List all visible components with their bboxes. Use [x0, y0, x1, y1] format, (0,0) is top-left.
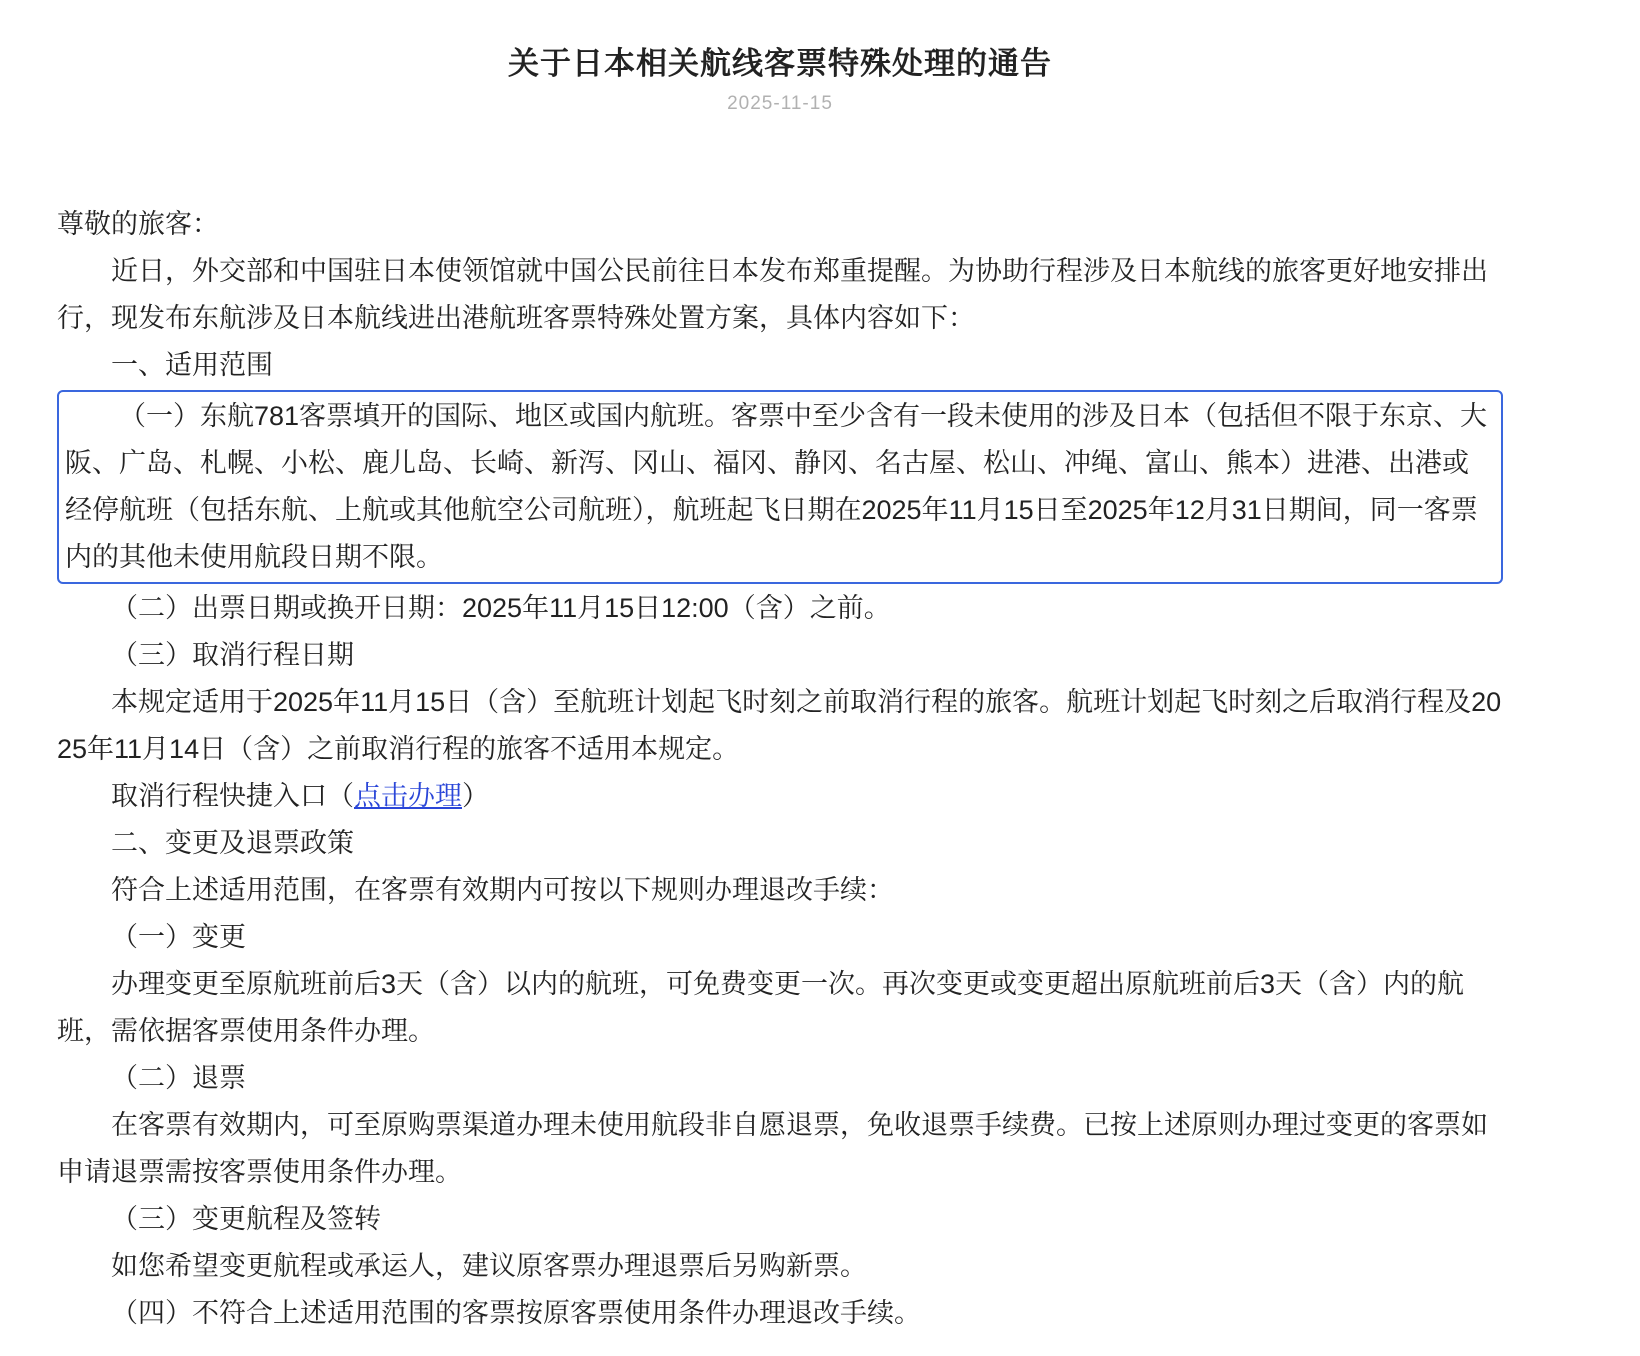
change-heading: （一）变更	[111, 922, 246, 952]
section1-heading: 一、适用范围	[111, 350, 273, 380]
scope-item-2: （二）出票日期或换开日期：2025年11月15日12:00（含）之前。	[111, 593, 891, 623]
notice-document	[57, 0, 1503, 1337]
section2-intro: 符合上述适用范围，在客票有效期内可按以下规则办理退改手续：	[111, 875, 894, 905]
section2-heading: 二、变更及退票政策	[111, 828, 354, 858]
refund-heading: （二）退票	[111, 1063, 246, 1093]
cancel-shortcut-link[interactable]: 点击办理	[354, 781, 462, 811]
scope-item-3-heading: （三）取消行程日期	[111, 640, 354, 670]
reroute-body: 如您希望变更航程或承运人，建议原客票办理退票后另购新票。	[111, 1251, 867, 1281]
reroute-heading: （三）变更航程及签转	[111, 1204, 381, 1234]
notice-body	[57, 201, 1503, 1337]
scope-item-3-body: 本规定适用于2025年11月15日（含）至航班计划起飞时刻之前取消行程的旅客。航班计划起飞时刻之后取消行程及2025年11月14日（含）之前取消行程的旅客不适用本规定。	[57, 687, 1502, 764]
cancel-shortcut-prefix: 取消行程快捷入口（	[111, 781, 354, 811]
highlighted-scope-box	[57, 390, 1503, 584]
change-body: 办理变更至原航班前后3天（含）以内的航班，可免费变更一次。再次变更或变更超出原航班前后3天（含）内的航班，需依据客票使用条件办理。	[57, 969, 1465, 1046]
publish-date: 2025-11-15	[727, 93, 833, 114]
cancel-shortcut-line	[57, 773, 1503, 820]
scope-item-4: （四）不符合上述适用范围的客票按原客票使用条件办理退改手续。	[111, 1298, 921, 1328]
intro-paragraph: 近日，外交部和中国驻日本使领馆就中国公民前往日本发布郑重提醒。为协助行程涉及日本航线的旅客更好地安排出行，现发布东航涉及日本航线进出港航班客票特殊处置方案，具体内容如下：	[57, 256, 1488, 333]
scope-item-1: （一）东航781客票填开的国际、地区或国内航班。客票中至少含有一段未使用的涉及日本（包括但不限于东京、大阪、广岛、札幌、小松、鹿儿岛、长崎、新泻、冈山、福冈、静冈、名古屋、松山、冲绳、富山、熊本）进港、出港或经停航班（包括东航、上航或其他航空公司航班），航班起飞日期在2025年11月15日至2025年12月31日期间，同一客票内的其他未使用航段日期不限。	[65, 401, 1488, 572]
refund-body: 在客票有效期内，可至原购票渠道办理未使用航段非自愿退票，免收退票手续费。已按上述原则办理过变更的客票如申请退票需按客票使用条件办理。	[57, 1110, 1488, 1187]
salutation: 尊敬的旅客：	[57, 209, 219, 239]
page-title: 关于日本相关航线客票特殊处理的通告	[508, 46, 1052, 81]
cancel-shortcut-suffix: ）	[462, 781, 489, 811]
